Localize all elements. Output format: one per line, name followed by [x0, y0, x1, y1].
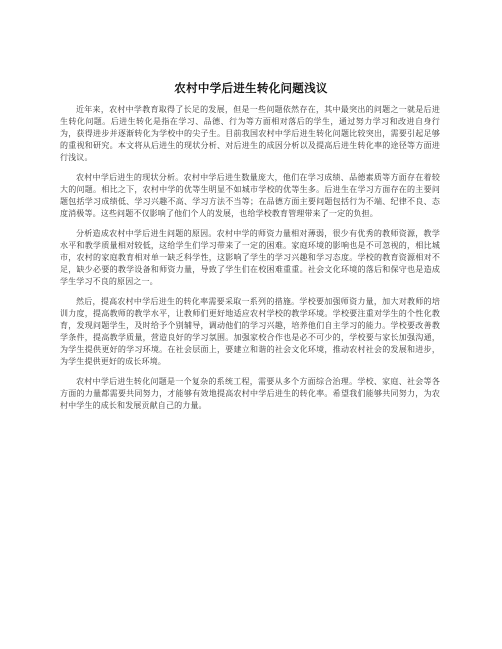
- document-body: [60, 104, 440, 420]
- paragraph-5: 农村中学后进生转化问题是一个复杂的系统工程，需要从多个方面综合治理。学校、家庭、社会等各方面的力量都需要共同努力，才能够有效地提高农村中学后进生的转化率。希望我们能够共同努力，为农村中学生的成长和发展贡献自己的力量。: [60, 377, 440, 410]
- paragraph-3: 分析造成农村中学后进生问题的原因。农村中学的师资力量相对薄弱，很少有优秀的教师资源，教学水平和教学质量相对较低，这给学生们学习带来了一定的困难。家庭环境的影响也是不可忽视的，相比城市，农村的家庭教育相对单一缺乏科学性，这影响了学生的学习兴趣和学习态度。学校的教育资源相对不足，缺少必要的教学设备和师资力量，导致了学生们在校困难重重。社会文化环境的落后和保守也是造成学生学习不良的原因之一。: [60, 229, 440, 286]
- paragraph-1: 近年来，农村中学教育取得了长足的发展，但是一些问题依然存在，其中最突出的问题之一就是后进生转化问题。后进生转化是指在学习、品德、行为等方面相对落后的学生，通过努力学习和改进自身行为，获得进步并逐渐转化为学校中的尖子生。目前我国农村中学后进生转化问题比较突出，需要引起足够的重视和研究。本文将从后进生的现状分析、对后进生的成因分析以及提高后进生转化率的途径等方面进行浅议。: [60, 105, 440, 162]
- paragraph-4: 然后，提高农村中学后进生的转化率需要采取一系列的措施。学校要加强师资力量，加大对教师的培训力度，提高教师的教学水平，让教师们更好地适应农村学校的教学环境。学校要注重对学生的个性化教育，发现问题学生，及时给予个别辅导，调动他们的学习兴趣，培养他们自主学习的能力。学校要改善教学条件，提高教学质量，营造良好的学习氛围。加强家校合作也是必不可少的，学校要与家长加强沟通，为学生提供更好的学习环境。在社会层面上，要建立和谐的社会文化环境，推动农村社会的发展和进步，为学生提供更好的成长环境。: [60, 297, 440, 366]
- document-title: 农村中学后进生转化问题浅议: [174, 81, 328, 95]
- paragraph-2: 农村中学后进生的现状分析。农村中学后进生数量庞大，他们在学习成绩、品德素质等方面存在着较大的问题。相比之下，农村中学的优等生明显不如城市学校的优等生多。后进生在学习方面存在的主要问题包括学习成绩低、学习兴趣不高、学习方法不当等；在品德方面主要问题包括行为不端、纪律不良、态度消极等。这些问题不仅影响了他们个人的发展，也给学校教育管理带来了一定的负担。: [60, 173, 440, 218]
